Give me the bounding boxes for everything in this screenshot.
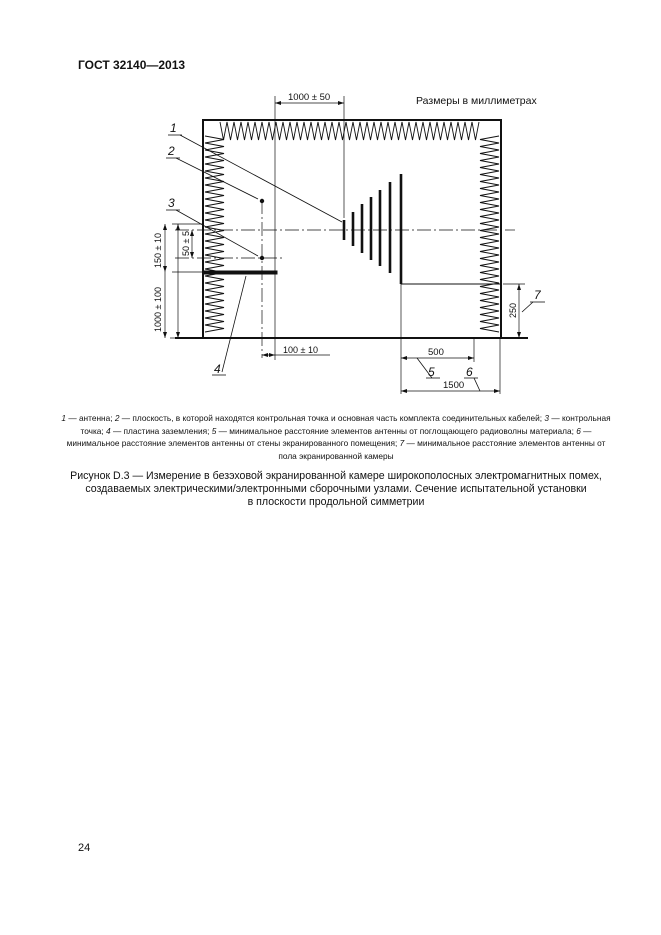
page-number: 24 bbox=[78, 842, 91, 854]
dim-50: 50 ± 5 bbox=[181, 231, 191, 256]
legend-item: 5 — минимальное расстояние элементов антенны от поглощающего радиоволны материала; bbox=[211, 425, 577, 436]
legend-item: 1 — антенна; bbox=[61, 413, 115, 423]
figure-legend bbox=[60, 412, 612, 462]
dim-1000: 1000 ± 100 bbox=[153, 287, 163, 332]
callout-7: 7 bbox=[534, 288, 541, 302]
absorber-top bbox=[220, 122, 479, 140]
absorber-left bbox=[205, 136, 224, 332]
chamber-figure bbox=[0, 0, 661, 410]
standard-title: ГОСТ 32140—2013 bbox=[78, 58, 186, 72]
dim-150: 150 ± 10 bbox=[153, 233, 163, 268]
callout-5: 5 bbox=[428, 365, 435, 379]
caption-line: Рисунок D.3 — Измерение в безэховой экранированной камере широкополосных электромагнитных помех, bbox=[70, 470, 602, 482]
ground-plate bbox=[203, 271, 277, 274]
dim-top: 1000 ± 50 bbox=[288, 92, 331, 103]
legend-item: 2 — плоскость, в которой находятся контрольная точка и основная часть комплекта соединительных кабелей; bbox=[114, 413, 545, 423]
caption-line: создаваемых электрическими/электронными сборочными узлами. Сечение испытательной установки bbox=[85, 483, 587, 495]
legend-item: 3 — контрольная точка; bbox=[80, 413, 611, 436]
legend-item: 4 — пластина заземления; bbox=[106, 425, 212, 436]
dim-250: 250 bbox=[508, 302, 518, 318]
units-note: Размеры в миллиметрах bbox=[416, 95, 537, 107]
dim-500: 500 bbox=[428, 347, 444, 358]
figure-caption bbox=[60, 470, 612, 509]
callout-1: 1 bbox=[170, 121, 177, 135]
dim-100: 100 ± 10 bbox=[283, 345, 318, 355]
caption-line: в плоскости продольной симметрии bbox=[247, 496, 425, 508]
callout-6: 6 bbox=[466, 365, 473, 379]
legend-item: 7 — минимальное расстояние элементов антенны от пола экранированной камеры bbox=[278, 438, 606, 461]
legend-item: 6 — минимальное расстояние элементов антенны от стены экранированного помещения; bbox=[66, 425, 592, 448]
antenna bbox=[344, 174, 401, 284]
callout-4: 4 bbox=[214, 362, 221, 376]
absorber-right bbox=[480, 136, 499, 332]
callout-3: 3 bbox=[168, 196, 175, 210]
callout-2: 2 bbox=[168, 144, 175, 158]
dim-1500: 1500 bbox=[443, 380, 465, 391]
